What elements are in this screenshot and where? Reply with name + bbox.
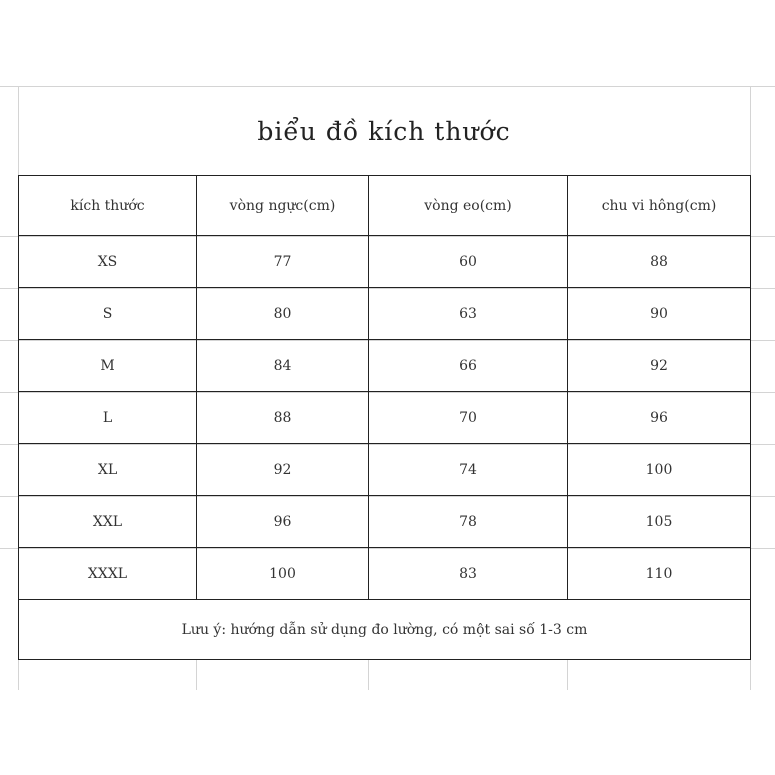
header-hip: chu vi hông(cm) — [568, 176, 751, 236]
waist-cell: 70 — [369, 392, 568, 444]
size-cell: XXXL — [19, 548, 197, 600]
hip-cell: 100 — [568, 444, 751, 496]
header-waist: vòng eo(cm) — [369, 176, 568, 236]
table-row — [19, 496, 751, 548]
chest-cell: 77 — [197, 236, 369, 288]
chest-cell: 84 — [197, 340, 369, 392]
table-row — [19, 236, 751, 288]
chest-cell: 88 — [197, 392, 369, 444]
waist-cell: 63 — [369, 288, 568, 340]
grid-line — [196, 659, 197, 690]
chest-cell: 92 — [197, 444, 369, 496]
table-row — [19, 340, 751, 392]
grid-line — [0, 86, 775, 87]
hip-cell: 90 — [568, 288, 751, 340]
hip-cell: 88 — [568, 236, 751, 288]
waist-cell: 60 — [369, 236, 568, 288]
table-header-row — [19, 176, 751, 236]
chest-cell: 96 — [197, 496, 369, 548]
size-cell: XS — [19, 236, 197, 288]
hip-cell: 92 — [568, 340, 751, 392]
hip-cell: 96 — [568, 392, 751, 444]
grid-line — [567, 659, 568, 690]
hip-cell: 105 — [568, 496, 751, 548]
table-row — [19, 392, 751, 444]
waist-cell: 74 — [369, 444, 568, 496]
table-row — [19, 444, 751, 496]
hip-cell: 110 — [568, 548, 751, 600]
header-size: kích thước — [19, 176, 197, 236]
size-chart-table — [18, 175, 751, 660]
chest-cell: 100 — [197, 548, 369, 600]
chest-cell: 80 — [197, 288, 369, 340]
size-cell: L — [19, 392, 197, 444]
size-cell: M — [19, 340, 197, 392]
page-title: biểu đồ kích thước — [257, 117, 511, 146]
table-row — [19, 548, 751, 600]
size-cell: S — [19, 288, 197, 340]
header-chest: vòng ngực(cm) — [197, 176, 369, 236]
note-row — [19, 600, 751, 660]
waist-cell: 66 — [369, 340, 568, 392]
size-cell: XL — [19, 444, 197, 496]
table-row — [19, 288, 751, 340]
waist-cell: 78 — [369, 496, 568, 548]
waist-cell: 83 — [369, 548, 568, 600]
grid-line — [368, 659, 369, 690]
measurement-note: Lưu ý: hướng dẫn sử dụng đo lường, có một sai số 1-3 cm — [19, 600, 751, 660]
size-cell: XXL — [19, 496, 197, 548]
